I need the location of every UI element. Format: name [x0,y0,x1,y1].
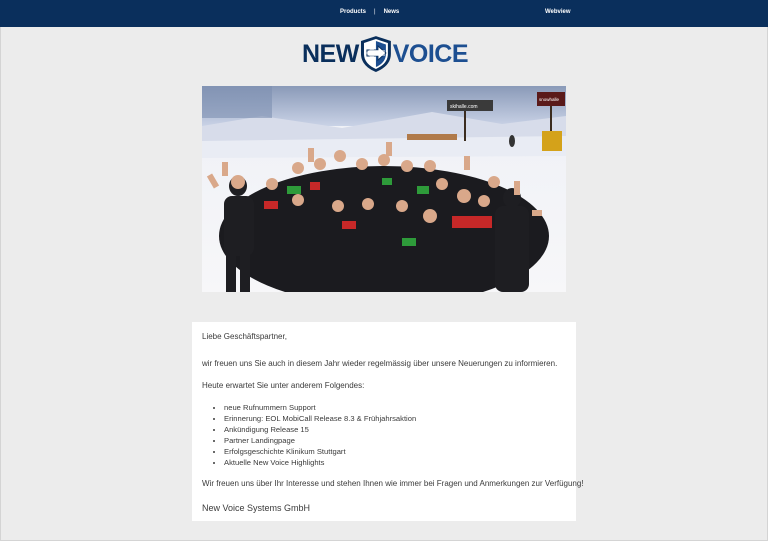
list-item: • Ankündigung Release 15 [224,424,416,435]
top-header-bar [0,0,768,27]
nav-link-products[interactable]: Products [340,9,367,15]
shield-logo-icon [358,35,394,73]
list-item: • Erinnerung: EOL MobiCall Release 8.3 & Frühjahrsaktion [224,413,416,424]
lead-text: Heute erwartet Sie unter anderem Folgendes: [202,381,365,390]
logo-word-new: NEW [302,39,359,68]
new-voice-logo[interactable] [302,35,468,73]
highlights-list [202,402,416,468]
list-item: • Aktuelle New Voice Highlights [224,457,416,468]
team-photo [202,86,566,292]
list-item: • Partner Landingpage [224,435,416,446]
logo-word-voice: VOICE [392,39,468,68]
banner-text-0: snowhalle [539,97,560,102]
closing-text: Wir freuen uns über Ihr Interesse und stehen Ihnen wie immer bei Fragen und Anmerkungen zur Verfügung! [202,479,584,488]
signature-text: New Voice Systems GmbH [202,503,311,513]
banner-text-1: skihalle.com [450,104,478,110]
list-item: • Erfolgsgeschichte Klinikum Stuttgart [224,446,416,457]
nav-link-news[interactable]: News [383,9,400,15]
group-photo-icon [202,86,566,292]
greeting-text: Liebe Geschäftspartner, [202,332,287,341]
header-nav [340,9,399,15]
list-item: • neue Rufnummern Support [224,402,416,413]
intro-text: wir freuen uns Sie auch in diesem Jahr wieder regelmässig über unsere Neuerungen zu informieren. [202,359,558,368]
email-body-card [192,322,584,521]
webview-link[interactable]: Webview [545,9,571,15]
nav-separator: | [374,9,376,15]
